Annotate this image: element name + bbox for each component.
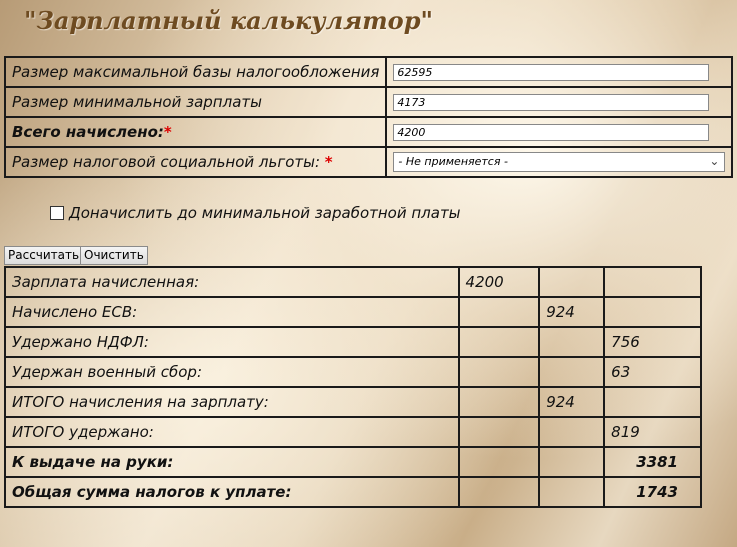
result-label: ИТОГО начисления на зарплату: <box>5 387 459 417</box>
benefit-select[interactable] <box>393 152 725 172</box>
result-col-deductions <box>604 297 701 327</box>
results-row <box>5 387 701 417</box>
clear-button[interactable]: Очистить <box>80 246 148 265</box>
result-col-contributions <box>539 447 604 477</box>
results-row <box>5 297 701 327</box>
result-col-accrued <box>459 297 540 327</box>
results-row <box>5 417 701 447</box>
accrued-row <box>5 117 732 147</box>
result-col-deductions: 819 <box>604 417 701 447</box>
accrued-label: Всего начислено: <box>12 123 164 141</box>
result-col-deductions: 63 <box>604 357 701 387</box>
result-label: Зарплата начисленная: <box>5 267 459 297</box>
max-base-cell <box>386 57 732 87</box>
result-col-deductions: 756 <box>604 327 701 357</box>
calculate-button[interactable]: Рассчитать <box>4 246 83 265</box>
result-col-contributions <box>539 357 604 387</box>
result-col-accrued <box>459 477 540 507</box>
accrued-input[interactable]: 4200 <box>393 124 709 141</box>
min-wage-checkbox-label: Доначислить до минимальной заработной платы <box>69 204 461 222</box>
result-label: Удержан военный сбор: <box>5 357 459 387</box>
min-wage-checkbox-row[interactable] <box>50 204 461 222</box>
min-wage-checkbox[interactable] <box>50 206 64 220</box>
max-base-input[interactable]: 62595 <box>393 64 709 81</box>
max-base-label: Размер максимальной базы налогообложения <box>5 57 386 87</box>
result-label: Начислено ЕСВ: <box>5 297 459 327</box>
results-row <box>5 267 701 297</box>
required-mark: * <box>163 123 172 141</box>
accrued-label-cell <box>5 117 386 147</box>
accrued-cell <box>386 117 732 147</box>
result-col-accrued <box>459 387 540 417</box>
results-row <box>5 327 701 357</box>
page-title: "Зарплатный калькулятор" <box>24 6 433 35</box>
results-row <box>5 357 701 387</box>
result-col-contributions <box>539 417 604 447</box>
result-col-accrued <box>459 447 540 477</box>
required-mark: * <box>324 153 333 171</box>
benefit-label-cell <box>5 147 386 177</box>
min-salary-label: Размер минимальной зарплаты <box>5 87 386 117</box>
benefit-row <box>5 147 732 177</box>
result-col-deductions <box>604 267 701 297</box>
results-row <box>5 447 701 477</box>
min-salary-row <box>5 87 732 117</box>
result-col-accrued <box>459 357 540 387</box>
result-col-accrued: 4200 <box>459 267 540 297</box>
result-col-deductions: 3381 <box>604 447 701 477</box>
result-col-contributions <box>539 327 604 357</box>
results-table <box>4 266 702 508</box>
min-salary-cell <box>386 87 732 117</box>
min-salary-input[interactable]: 4173 <box>393 94 709 111</box>
benefit-selected-value: - Не применяется - <box>398 155 508 168</box>
result-col-contributions: 924 <box>539 297 604 327</box>
benefit-label: Размер налоговой социальной льготы: <box>12 153 325 171</box>
result-label: ИТОГО удержано: <box>5 417 459 447</box>
result-col-contributions <box>539 267 604 297</box>
params-table <box>4 56 733 178</box>
result-col-accrued <box>459 417 540 447</box>
result-label: Удержано НДФЛ: <box>5 327 459 357</box>
result-label: К выдаче на руки: <box>5 447 459 477</box>
max-base-row <box>5 57 732 87</box>
result-col-contributions: 924 <box>539 387 604 417</box>
results-row <box>5 477 701 507</box>
result-col-deductions: 1743 <box>604 477 701 507</box>
result-col-accrued <box>459 327 540 357</box>
result-label: Общая сумма налогов к уплате: <box>5 477 459 507</box>
benefit-cell <box>386 147 732 177</box>
result-col-contributions <box>539 477 604 507</box>
result-col-deductions <box>604 387 701 417</box>
chevron-down-icon: ⌄ <box>709 154 720 168</box>
